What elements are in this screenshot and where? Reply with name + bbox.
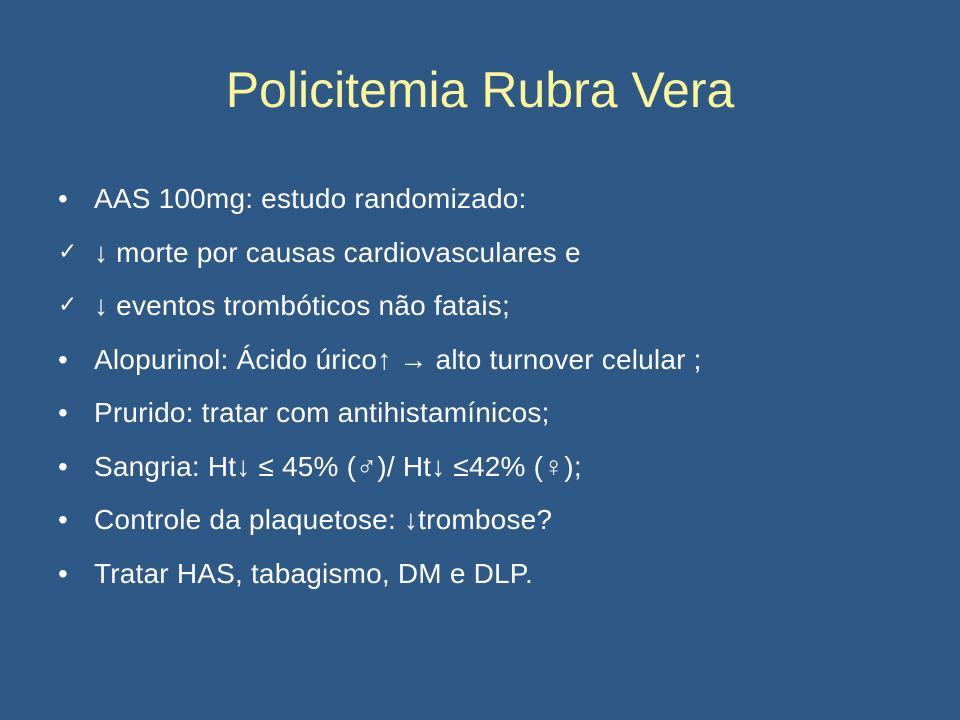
bullet-item bbox=[0, 493, 960, 547]
bullet-dot-icon: • bbox=[58, 183, 68, 214]
slide-title: Policitemia Rubra Vera bbox=[225, 62, 735, 118]
bullet-text: Alopurinol: Ácido úrico↑ → alto turnover celular ; bbox=[94, 343, 702, 375]
bullet-dot-icon: • bbox=[58, 343, 68, 375]
bullet-text: ↓ morte por causas cardiovasculares e bbox=[94, 236, 581, 268]
bullet-dot-icon: • bbox=[58, 397, 68, 428]
bullet-item bbox=[0, 386, 960, 440]
bullet-dot-icon: • bbox=[58, 504, 68, 535]
bullet-text: Sangria: Ht↓ ≤ 45% (♂)/ Ht↓ ≤42% (♀); bbox=[94, 450, 582, 482]
bullet-text: Tratar HAS, tabagismo, DM e DLP. bbox=[94, 557, 534, 589]
bullet-text: ↓ eventos trombóticos não fatais; bbox=[94, 290, 510, 321]
bullet-item bbox=[0, 226, 960, 280]
bullet-text: Controle da plaquetose: ↓trombose? bbox=[94, 504, 553, 535]
bullet-item bbox=[0, 279, 960, 333]
bullet-item bbox=[0, 172, 960, 226]
bullet-text: AAS 100mg: estudo randomizado: bbox=[94, 183, 527, 214]
bullet-item bbox=[0, 333, 960, 387]
bullet-item bbox=[0, 547, 960, 601]
bullet-text: Prurido: tratar com antihistamínicos; bbox=[94, 397, 550, 428]
checkmark-icon: ✓ bbox=[58, 238, 78, 265]
bullet-dot-icon: • bbox=[58, 557, 68, 589]
bullet-item bbox=[0, 440, 960, 494]
checkmark-icon: ✓ bbox=[58, 292, 78, 318]
bullet-list bbox=[0, 172, 960, 600]
bullet-dot-icon: • bbox=[58, 450, 68, 482]
